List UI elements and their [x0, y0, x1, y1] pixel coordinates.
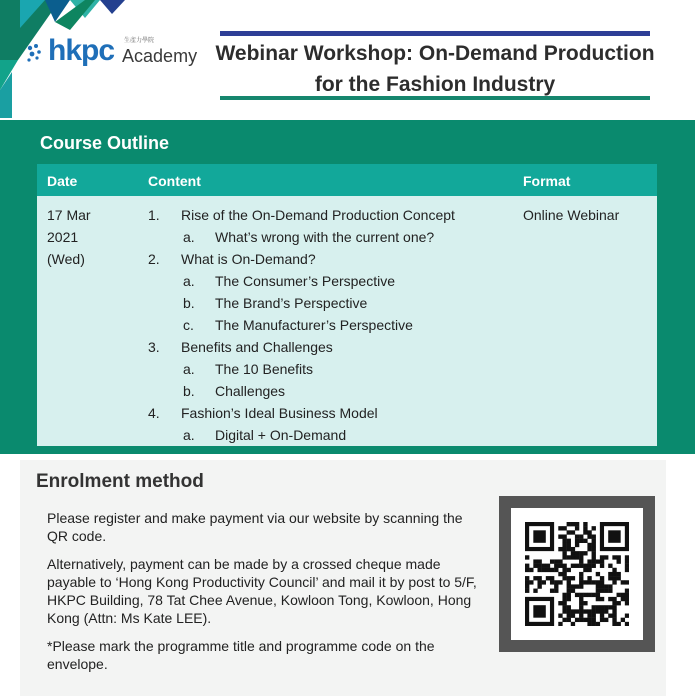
- item-text: Fashion’s Ideal Business Model: [181, 405, 378, 421]
- course-outline-table: [37, 164, 657, 446]
- outline-subitem: [148, 270, 508, 292]
- title-line-1: Webinar Workshop: On-Demand Production: [215, 42, 655, 65]
- date-line: 17 Mar: [47, 207, 91, 223]
- item-text: What is On-Demand?: [181, 251, 316, 267]
- subitem-text: What’s wrong with the current one?: [215, 229, 435, 245]
- outline-subitem: [148, 358, 508, 380]
- logo-academy-label: [122, 38, 198, 66]
- logo-brand: hkpc: [48, 34, 115, 67]
- outline-subitem: [148, 292, 508, 314]
- logo-chinese-label: 生產力學院: [124, 38, 155, 44]
- qr-frame: [499, 496, 655, 652]
- outline-item: [148, 402, 508, 424]
- subitem-letter: a.: [183, 229, 195, 245]
- outline-subitem: [148, 226, 508, 248]
- subitem-letter: b.: [183, 295, 195, 311]
- outline-subitem: [148, 380, 508, 402]
- outline-item: [148, 248, 508, 270]
- item-text: Benefits and Challenges: [181, 339, 333, 355]
- subitem-text: The 10 Benefits: [215, 361, 314, 377]
- subitem-text: The Manufacturer’s Perspective: [215, 317, 413, 333]
- subitem-letter: a.: [183, 273, 195, 289]
- outline-subitem: [148, 424, 508, 446]
- enrolment-heading: Enrolment method: [36, 471, 204, 492]
- qr-code[interactable]: [511, 508, 643, 640]
- date-line: 2021: [47, 229, 79, 245]
- subitem-text: Digital + On-Demand: [215, 427, 347, 443]
- enrolment-text: [47, 509, 487, 683]
- item-number: 1.: [148, 207, 160, 223]
- column-header-format: Format: [523, 173, 571, 189]
- subitem-letter: b.: [183, 383, 195, 399]
- outline-item: [148, 204, 508, 226]
- subitem-letter: a.: [183, 427, 195, 443]
- course-outline-heading: Course Outline: [40, 133, 170, 153]
- item-text: Rise of the On-Demand Production Concept: [181, 207, 455, 223]
- date-cell: [47, 204, 127, 270]
- enrolment-paragraph: *Please mark the programme title and programme code on the envelope.: [47, 638, 435, 672]
- header: [0, 0, 695, 118]
- outline-subitem: [148, 314, 508, 336]
- item-number: 3.: [148, 339, 160, 355]
- item-number: 4.: [148, 405, 160, 421]
- title-bottom-rule: [220, 96, 650, 100]
- title-top-rule: [220, 31, 650, 36]
- qr-code-icon[interactable]: [525, 522, 629, 626]
- item-number: 2.: [148, 251, 160, 267]
- title-line-2: for the Fashion Industry: [314, 73, 556, 96]
- outline-item: [148, 336, 508, 358]
- subitem-letter: a.: [183, 361, 195, 377]
- enrolment-paragraph: Please register and make payment via our website by scanning the QR code.: [47, 510, 463, 544]
- logo-academy-text: Academy: [122, 46, 198, 66]
- date-line: (Wed): [47, 251, 85, 267]
- subitem-text: Challenges: [215, 383, 286, 399]
- column-header-date: Date: [47, 173, 78, 189]
- subitem-text: The Brand’s Perspective: [215, 295, 368, 311]
- hkpc-academy-logo: [26, 36, 197, 66]
- enrolment-paragraph: Alternatively, payment can be made by a crossed cheque made payable to ‘Hong Kong Productivity Council’ and mail it by post to 5/F, HKPC Building, 78 Tat Chee Avenue, Kowloon Tong, Kowloon, Hong Kong (Attn: Ms Kate LEE).: [47, 556, 477, 626]
- content-cell: [148, 204, 508, 446]
- table-header: [37, 164, 657, 196]
- column-header-content: Content: [148, 173, 201, 189]
- course-outline-section: [0, 120, 695, 454]
- format-cell: Online Webinar: [523, 207, 620, 223]
- enrolment-section: [20, 460, 666, 696]
- subitem-text: The Consumer’s Perspective: [215, 273, 396, 289]
- subitem-letter: c.: [183, 317, 194, 333]
- hkpc-dots-icon: [26, 42, 46, 66]
- page-title: [205, 38, 665, 100]
